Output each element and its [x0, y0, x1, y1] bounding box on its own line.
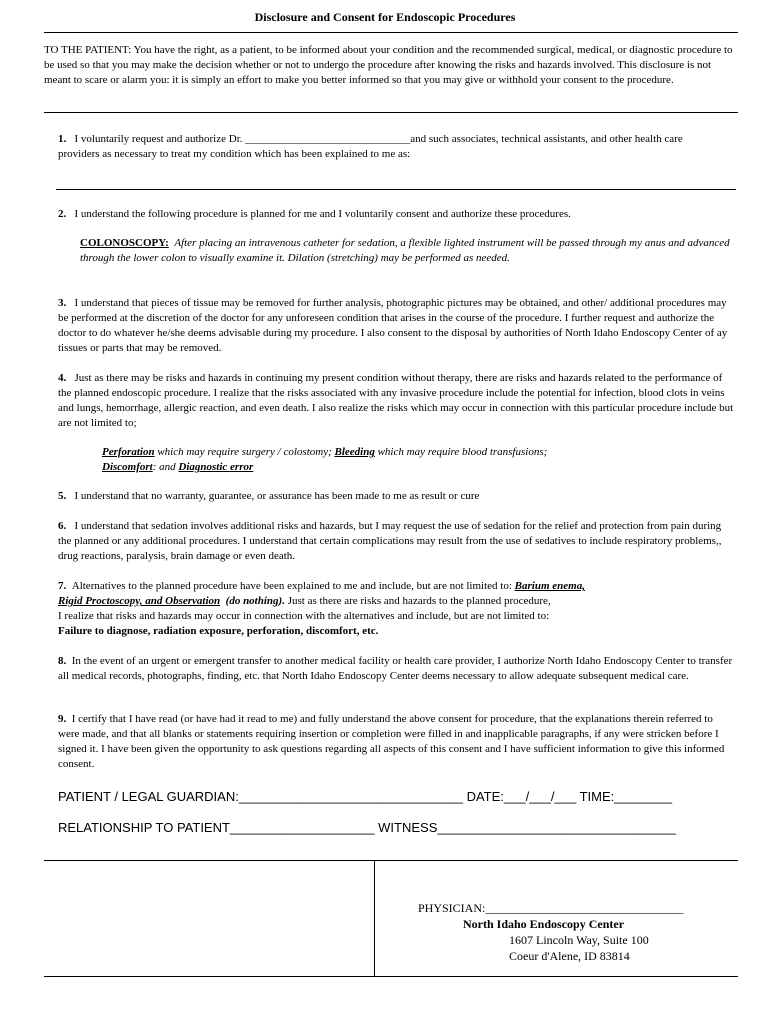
item-text: I understand that sedation involves additional risks and hazards, but I may request the use of sedation for the relief and protection from pain during the planned or any additional procedures. I understand that certain complications may result from the use of sedatives to include respiratory problems,, drug reactions, paralysis, brain damage or even death. [58, 520, 722, 562]
item-3 [58, 296, 734, 356]
risk-diagnostic-error: Diagnostic error [178, 461, 254, 473]
risk-perforation: Perforation [102, 446, 155, 458]
item-7-text-c: I realize that risks and hazards may occur in connection with the alternatives and include, but are not limited to: [58, 610, 550, 622]
intro-paragraph: TO THE PATIENT: You have the right, as a patient, to be informed about your condition and the recommended surgical, medical, or diagnostic procedure to be used so that you may make the decision whether or not to undergo the procedure after knowing the risks and hazards involved. This disclosure is not meant to scare or alarm you: it is simply an effort to make you better informed so that you may give or withhold your consent to the procedure. [44, 44, 733, 86]
item-number: 4. [58, 372, 67, 384]
item-8 [58, 654, 734, 684]
item-text: Just as there may be risks and hazards in continuing my present condition without therapy, there are risks and hazards related to the performance of the planned endoscopic procedure. I realize that the risks associated with any invasive procedure include the potential for infection, blood clots in veins and lungs, hemorrhage, allergic reaction, and even death. I also realize the risks which may occur in connection with this particular procedure include but are not limited to; [58, 372, 734, 429]
item-text: I understand that pieces of tissue may be removed for further analysis, photographic pictures may be obtained, and other/ additional procedures may be performed at the discretion of the doctor for any unforeseen condition that arises in the course of the procedure. I further request and authorize the doctor to do whatever he/she deems advisable during my procedure. I also consent to the disposal by authorities of North Idaho Endoscopy Center of ay tissues or parts that may be removed. [58, 297, 728, 354]
alt-barium-enema: Barium enema, [514, 580, 585, 592]
risks-list [102, 445, 722, 475]
center-address-line2: Coeur d'Alene, ID 83814 [509, 949, 630, 963]
item-text: I certify that I have read (or have had it read to me) and fully understand the above consent for procedure, that the explanations therein referred to were made, and that all blanks or statements requiring insertion or completion were filled in and inapplicable paragraphs, if any were stricken before I signed it. I have been given the opportunity to ask questions regarding all aspects of this consent and I have sufficient information to give this informed consent. [58, 713, 725, 770]
alt-risks-summary: Failure to diagnose, radiation exposure, perforation, discomfort, etc. [58, 625, 379, 637]
item-4 [58, 371, 736, 431]
item-5 [58, 489, 726, 504]
item-1 [58, 132, 726, 162]
patient-signature-line[interactable]: PATIENT / LEGAL GUARDIAN:_______________________________ DATE:___/___/___ TIME:________ [58, 789, 673, 804]
item-2 [58, 207, 726, 222]
physician-signature-line[interactable]: PHYSICIAN:_________________________________ [418, 901, 684, 915]
colonoscopy-text: After placing an intravenous catheter for sedation, a flexible lighted instrument will be passed through my anus and advanced through the lower colon to visually examine it. Dilation (stretching) may be performed as needed. [80, 237, 730, 264]
risk-bleeding-text: which may require blood transfusions; [374, 446, 548, 458]
alt-do-nothing: (do nothing). [225, 595, 285, 607]
item-text: I understand that no warranty, guarantee, or assurance has been made to me as result or cure [74, 490, 480, 502]
item-number: 2. [58, 208, 67, 220]
title-divider [44, 32, 738, 33]
risk-perforation-text: which may require surgery / colostomy; [154, 446, 335, 458]
document-title: Disclosure and Consent for Endoscopic Procedures [254, 10, 516, 24]
item-7-text-b: Just as there are risks and hazards to the planned procedure, [284, 595, 551, 607]
colonoscopy-label: COLONOSCOPY: [80, 237, 169, 249]
center-address-line1: 1607 Lincoln Way, Suite 100 [509, 933, 649, 947]
item-7 [58, 579, 734, 639]
item-text: I understand the following procedure is planned for me and I voluntarily consent and authorize these procedures. [74, 208, 571, 220]
item-7-text-a: Alternatives to the planned procedure have been explained to me and include, but are not limited to: [71, 580, 515, 592]
item-6 [58, 519, 734, 564]
item-9 [58, 712, 734, 772]
risk-bleeding: Bleeding [334, 446, 375, 458]
item-number: 7. [58, 580, 67, 592]
item-number: 9. [58, 713, 67, 725]
intro-divider [44, 112, 738, 113]
condition-line[interactable] [56, 189, 736, 190]
risk-and: : and [152, 461, 179, 473]
item-number: 5. [58, 490, 67, 502]
item-number: 6. [58, 520, 67, 532]
center-name: North Idaho Endoscopy Center [463, 917, 625, 931]
footer-column-divider [374, 860, 375, 976]
item-number: 1. [58, 133, 67, 145]
relationship-witness-line[interactable]: RELATIONSHIP TO PATIENT____________________ WITNESS_________________________________ [58, 820, 676, 835]
footer-divider-top [44, 860, 738, 861]
item-text: In the event of an urgent or emergent transfer to another medical facility or health care provider, I authorize North Idaho Endoscopy Center to transfer all medical records, photographs, finding, etc. that North Idaho Endoscopy Center deems necessary to allow adequate subsequent medical care. [58, 655, 733, 682]
item-number: 8. [58, 655, 67, 667]
footer-divider-bottom [44, 976, 738, 977]
colonoscopy-description [80, 236, 730, 266]
item-number: 3. [58, 297, 67, 309]
risk-discomfort: Discomfort [102, 461, 153, 473]
alt-rigid-proctoscopy: Rigid Proctoscopy, and Observation [58, 595, 221, 607]
item-text: I voluntarily request and authorize Dr. ______________________________and such associates, technical assistants, and other health care providers as necessary to treat my condition which has been explained to me as: [58, 133, 683, 160]
